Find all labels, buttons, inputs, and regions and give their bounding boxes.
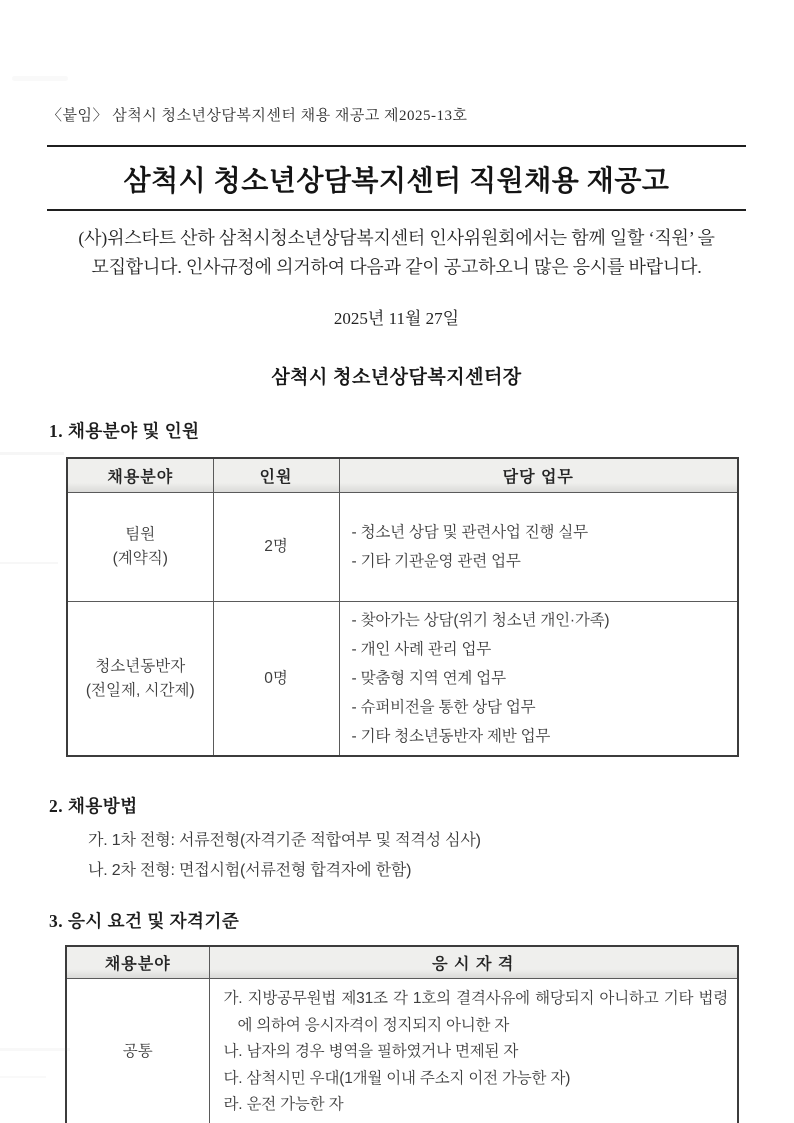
column-header-field: 채용분야 bbox=[67, 458, 213, 493]
column-header-field: 채용분야 bbox=[66, 946, 209, 979]
scan-artifact bbox=[12, 76, 68, 81]
intro-line: 모집합니다. 인사규정에 의거하여 다음과 같이 공고하오니 많은 응시를 바랍니다. bbox=[91, 257, 702, 277]
qualification-item: 다. 삼척시민 우대(1개월 이내 주소지 이전 가능한 자) bbox=[223, 1069, 571, 1087]
section-heading-eligibility: 3. 응시 요건 및 자격기준 bbox=[49, 911, 240, 931]
scan-artifact bbox=[0, 452, 64, 455]
field-type: (전일제, 시간제) bbox=[85, 681, 195, 699]
notice-date: 2025년 11월 27일 bbox=[333, 309, 460, 328]
column-header-qualification: 응 시 자 격 bbox=[209, 946, 738, 979]
table-row-youth-companion bbox=[67, 602, 738, 757]
field-cell bbox=[67, 602, 213, 757]
qualification-item: 가. 지방공무원법 제31조 각 1호의 결격사유에 해당되지 아니하고 기타 법령에 의하여 응시자격이 정지되지 아니한 자 bbox=[223, 990, 728, 1034]
table-row-common bbox=[66, 979, 738, 1123]
method-item: 가. 1차 전형: 서류전형(자격기준 적합여부 및 적격성 심사) bbox=[88, 832, 481, 849]
recruitment-table-header-row bbox=[67, 458, 738, 493]
table-row-team-member bbox=[67, 493, 738, 602]
field-type: (계약직) bbox=[112, 550, 168, 567]
eligibility-table-header-row bbox=[66, 946, 738, 979]
intro-paragraph bbox=[47, 224, 746, 282]
scan-artifact bbox=[0, 1048, 70, 1051]
count-cell: 2명 bbox=[213, 493, 339, 602]
column-header-count: 인원 bbox=[213, 458, 339, 493]
method-item: 나. 2차 전형: 면접시험(서류전형 합격자에 한함) bbox=[88, 862, 412, 879]
duties-cell bbox=[339, 493, 738, 602]
qualification-list bbox=[211, 980, 737, 1123]
title-rule-bottom bbox=[47, 209, 746, 211]
scan-artifact bbox=[0, 562, 58, 564]
duty-item: - 슈퍼비전을 통한 상담 업무 bbox=[351, 699, 536, 716]
issuer-name: 삼척시 청소년상담복지센터장 bbox=[271, 367, 522, 388]
column-header-duties: 담당 업무 bbox=[339, 458, 738, 493]
duty-item: - 찾아가는 상담(위기 청소년 개인·가족) bbox=[351, 612, 610, 629]
duty-item: - 개인 사례 관리 업무 bbox=[351, 641, 492, 658]
intro-line: (사)위스타트 산하 삼척시청소년상담복지센터 인사위원회에서는 함께 일할 ‘직원’ 을 bbox=[78, 228, 715, 248]
page-title: 삼척시 청소년상담복지센터 직원채용 재공고 bbox=[123, 166, 670, 197]
duty-item: - 맞춤형 지역 연계 업무 bbox=[351, 670, 506, 687]
section-heading-recruit-fields: 1. 채용분야 및 인원 bbox=[49, 421, 200, 441]
field-name: 청소년동반자 bbox=[95, 657, 186, 675]
field-cell: 공통 bbox=[66, 979, 209, 1123]
qualification-item: 나. 남자의 경우 병역을 필하였거나 면제된 자 bbox=[223, 1043, 519, 1060]
section-heading-method: 2. 채용방법 bbox=[49, 796, 138, 816]
attachment-line: 〈붙임〉 삼척시 청소년상담복지센터 채용 재공고 제2025-13호 bbox=[47, 108, 468, 124]
method-item-list bbox=[88, 826, 746, 886]
count-cell: 0명 bbox=[213, 602, 339, 757]
duty-item: - 기타 기관운영 관련 업무 bbox=[351, 553, 521, 570]
duties-cell bbox=[339, 602, 738, 757]
scan-artifact bbox=[0, 1076, 46, 1078]
qualification-item: 라. 운전 가능한 자 bbox=[223, 1096, 344, 1113]
duty-item: - 기타 청소년동반자 제반 업무 bbox=[351, 728, 551, 745]
field-cell bbox=[67, 493, 213, 602]
eligibility-table bbox=[65, 945, 739, 1123]
recruitment-table bbox=[66, 457, 739, 757]
duty-item: - 청소년 상담 및 관련사업 진행 실무 bbox=[351, 524, 588, 541]
field-name: 팀원 bbox=[125, 526, 156, 543]
qualifications-cell bbox=[209, 979, 738, 1123]
